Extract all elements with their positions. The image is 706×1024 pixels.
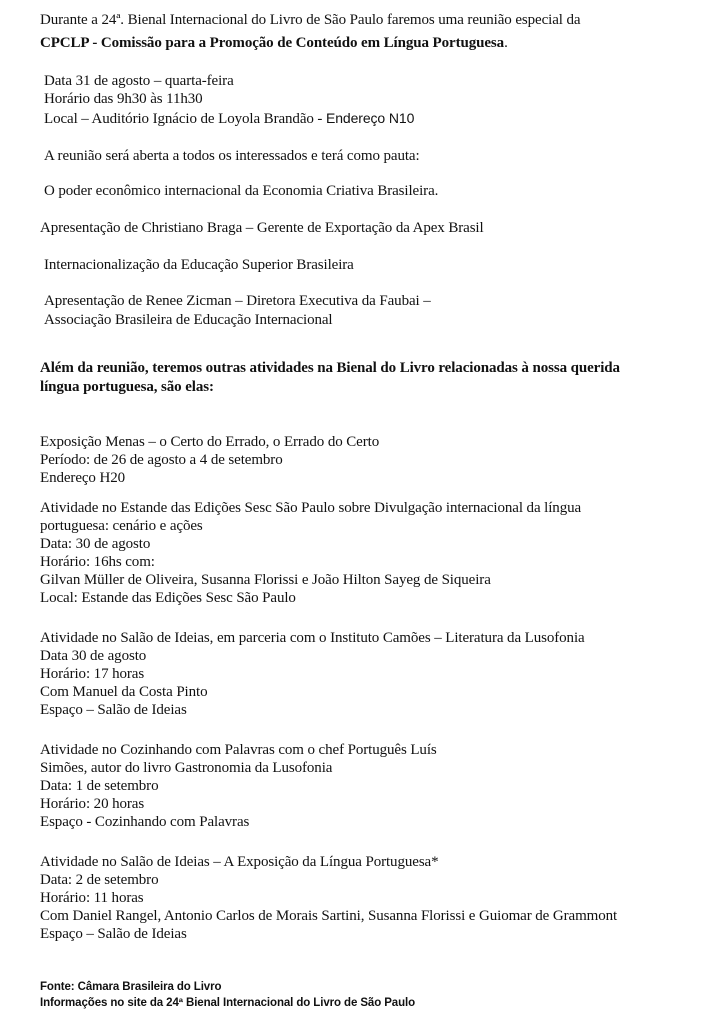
activity-5-space: Espaço – Salão de Ideias <box>40 926 187 942</box>
activity-2-title-line-2: portuguesa: cenário e ações <box>40 518 203 534</box>
activity-3-time: Horário: 17 horas <box>40 666 145 682</box>
intro-org-line <box>40 34 508 52</box>
presenter-1: Apresentação de Christiano Braga – Gerente de Exportação da Apex Brasil <box>40 220 484 236</box>
activity-4-date: Data: 1 de setembro <box>40 778 159 794</box>
activity-3-space: Espaço – Salão de Ideias <box>40 702 187 718</box>
activity-5-title: Atividade no Salão de Ideias – A Exposição da Língua Portuguesa* <box>40 854 439 870</box>
committee-name: CPCLP - Comissão para a Promoção de Conteúdo em Língua Portuguesa <box>40 35 505 51</box>
footer-source: Fonte: Câmara Brasileira do Livro <box>40 981 222 993</box>
presenter-2-line-1: Apresentação de Renee Zicman – Diretora Executiva da Faubai – <box>44 293 431 309</box>
activities-heading-line-1: Além da reunião, teremos outras atividades na Bienal do Livro relacionadas à nossa querida <box>40 360 620 376</box>
activity-2-title-line-1: Atividade no Estande das Edições Sesc São Paulo sobre Divulgação internacional da língua <box>40 500 582 516</box>
activity-4-time: Horário: 20 horas <box>40 796 145 812</box>
activity-2-date: Data: 30 de agosto <box>40 536 151 552</box>
activity-1-address: Endereço H20 <box>40 470 126 486</box>
activity-5-participants: Com Daniel Rangel, Antonio Carlos de Morais Sartini, Susanna Florissi e Guiomar de Grammont <box>40 908 618 924</box>
activity-5-time: Horário: 11 horas <box>40 890 144 906</box>
intro-line: Durante a 24ª. Bienal Internacional do Livro de São Paulo faremos uma reunião especial da <box>40 12 581 28</box>
footer-info: Informações no site da 24ª Bienal Internacional do Livro de São Paulo <box>40 997 416 1009</box>
activities-heading-line-2: língua portuguesa, são elas: <box>40 379 214 395</box>
meeting-place-address: Endereço N10 <box>325 110 415 126</box>
activity-4-space: Espaço - Cozinhando com Palavras <box>40 814 250 830</box>
presenter-2-line-2: Associação Brasileira de Educação Internacional <box>44 312 333 328</box>
meeting-time: Horário das 9h30 às 11h30 <box>44 91 203 107</box>
activity-2-time: Horário: 16hs com: <box>40 554 155 570</box>
activity-4-title-line-1: Atividade no Cozinhando com Palavras com o chef Português Luís <box>40 742 437 758</box>
activity-5-date: Data: 2 de setembro <box>40 872 159 888</box>
activity-3-date: Data 30 de agosto <box>40 648 147 664</box>
activity-3-title: Atividade no Salão de Ideias, em parceria com o Instituto Camões – Literatura da Lusofonia <box>40 630 585 646</box>
activity-3-participant: Com Manuel da Costa Pinto <box>40 684 208 700</box>
activity-2-location: Local: Estande das Edições Sesc São Paulo <box>40 590 296 606</box>
meeting-date: Data 31 de agosto – quarta-feira <box>44 73 234 89</box>
activity-1-title: Exposição Menas – o Certo do Errado, o Errado do Certo <box>40 434 380 450</box>
meeting-open-note: A reunião será aberta a todos os interessados e terá como pauta: <box>44 148 420 164</box>
agenda-item-1: O poder econômico internacional da Economia Criativa Brasileira. <box>44 183 439 199</box>
meeting-place-prefix: Local – Auditório Ignácio de Loyola Brandão - <box>44 111 326 127</box>
activity-2-participants: Gilvan Müller de Oliveira, Susanna Florissi e João Hilton Sayeg de Siqueira <box>40 572 491 588</box>
agenda-item-2: Internacionalização da Educação Superior Brasileira <box>44 257 354 273</box>
intro-org-period: . <box>504 35 508 51</box>
meeting-place <box>44 109 414 128</box>
activity-4-title-line-2: Simões, autor do livro Gastronomia da Lusofonia <box>40 760 333 776</box>
activity-1-period: Período: de 26 de agosto a 4 de setembro <box>40 452 283 468</box>
